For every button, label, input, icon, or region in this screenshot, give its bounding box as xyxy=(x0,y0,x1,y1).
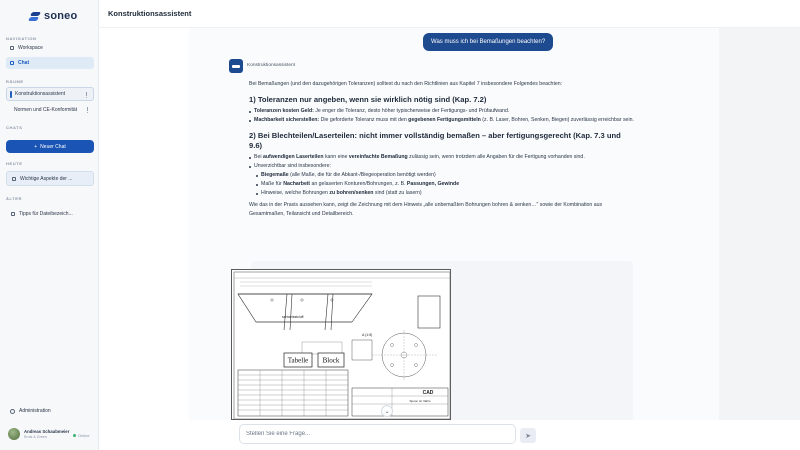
bullet-text: kann eine xyxy=(323,154,349,160)
answer-sub-bullet xyxy=(249,189,635,198)
bot-name: Konstruktionsassistent xyxy=(247,63,295,68)
brand-name: soneo xyxy=(44,10,78,22)
chat-icon xyxy=(12,177,16,181)
gear-icon xyxy=(10,409,15,414)
avatar xyxy=(8,428,20,440)
bullet-bold: vereinfachte Bemaßung xyxy=(348,154,408,160)
drawing-label-schweiss: schweisstcluff xyxy=(282,315,304,319)
chat-icon xyxy=(11,212,15,216)
assistant-answer xyxy=(249,80,635,219)
bullet-bold: Biegemaße xyxy=(261,172,289,178)
answer-outro: Wie das in der Praxis aussehen kann, zeigt die Zeichnung mit dem Hinweis „alle unbemaßten Bohrungen bohren & senken…" sowie der Kombination aus Gesamtmaßen, Teilansicht und Detailbereich. xyxy=(249,202,603,217)
more-vertical-icon[interactable] xyxy=(87,107,89,113)
room-item-label: Normen und CE-Konformität xyxy=(14,107,78,113)
today-label: HEUTE xyxy=(6,161,23,166)
bullet-text: (z. B. Laser, Bohren, Senken, Biegen) zuverlässig erreichbar sein. xyxy=(480,117,634,123)
brand-logo[interactable] xyxy=(29,10,77,22)
new-chat-button[interactable] xyxy=(6,140,94,153)
message-input[interactable] xyxy=(239,424,516,444)
more-vertical-icon[interactable] xyxy=(86,92,88,98)
grid-icon xyxy=(10,46,14,50)
bullet-bold: Passungen, Gewinde xyxy=(406,181,460,187)
administration-label: Administration xyxy=(19,408,51,414)
bullet-bold: Toleranzen kosten Geld: xyxy=(254,108,314,114)
answer-bullet xyxy=(249,162,635,171)
drawing-logo-text: CAD xyxy=(422,390,434,396)
bullet-dot-icon xyxy=(249,111,251,113)
bullet-text: (alle Maße, die für die Abkant-/Biegeoperation benötigt werden) xyxy=(288,172,436,178)
user-message: Was muss ich bei Bemaßungen beachten? xyxy=(423,33,553,51)
sidebar xyxy=(0,0,99,450)
bullet-text: Je enger die Toleranz, desto höher typischerweise der Fertigungs- und Prüfaufwand. xyxy=(313,108,510,114)
bullet-text: zulässig sein, wenn trotzdem alle Angaben für die Fertigung vorhanden sind. xyxy=(407,154,585,160)
answer-intro: Bei Bemaßungen (und den dazugehörigen Toleranzen) solltest du nach den Richtlinien aus Kapitel 7 insbesondere Folgendes beachten: xyxy=(249,81,563,87)
chat-item-label: Tipps für Dateibezeich... xyxy=(19,210,73,217)
drawing-label-section: A (1:5) xyxy=(362,333,373,337)
bullet-dot-icon xyxy=(256,184,258,186)
bullet-bold: Machbarkeit sicherstellen: xyxy=(254,117,320,123)
older-label: ÄLTER xyxy=(6,196,23,201)
sidebar-item-chat[interactable] xyxy=(6,57,94,69)
drawing-sheet-text: Spoon sir Vahrs xyxy=(409,399,431,403)
administration-link[interactable] xyxy=(10,408,51,414)
answer-heading-2: 2) Bei Blechteilen/Laserteilen: nicht immer vollständig bemaßen – aber fertigungsgerecht (Kap. 7.3 und 9.6) xyxy=(249,131,621,150)
answer-bullet xyxy=(249,116,635,125)
new-chat-label: Neuer Chat xyxy=(40,143,66,150)
bullet-bold: aufwendigen Laserteilen xyxy=(262,154,324,160)
bullet-text: Unverzichtbar sind insbesondere: xyxy=(254,163,331,169)
bullet-text: Maße für xyxy=(261,181,284,187)
send-icon: ➤ xyxy=(525,432,531,440)
sidebar-item-workspace[interactable] xyxy=(6,42,94,54)
bullet-text: sind (statt zu lasern) xyxy=(373,190,422,196)
soneo-logo-icon xyxy=(29,11,40,22)
answer-heading-1: 1) Toleranzen nur angeben, wenn sie wirklich nötig sind (Kap. 7.2) xyxy=(249,95,487,104)
technical-drawing-svg xyxy=(232,270,452,421)
bullet-dot-icon xyxy=(249,157,251,159)
online-status xyxy=(73,433,90,438)
sidebar-item-label: Workspace xyxy=(18,45,43,51)
room-item-label: Konstruktionsassistent xyxy=(15,91,66,97)
room-item-normen[interactable] xyxy=(6,103,94,117)
chats-label: CHATS xyxy=(6,125,23,130)
bullet-dot-icon xyxy=(256,193,258,195)
page-title: Konstruktionsassistent xyxy=(108,9,192,18)
bullet-text: Bei xyxy=(254,154,263,160)
bullet-dot-icon xyxy=(249,120,251,122)
sidebar-item-label: Chat xyxy=(18,60,30,66)
room-item-konstruktionsassistent[interactable] xyxy=(6,87,94,101)
chat-item-label: Wichtige Aspekte der ... xyxy=(20,175,73,182)
answer-bullet xyxy=(249,107,635,116)
drawing-label-block: Block xyxy=(322,356,340,365)
user-name: Andreas Schaubmeier xyxy=(24,429,70,434)
rooms-label: RÄUME xyxy=(6,79,24,84)
answer-bullet xyxy=(249,153,635,162)
right-panel xyxy=(719,28,800,420)
user-profile[interactable] xyxy=(8,428,69,440)
chevron-down-icon: ⌄ xyxy=(384,408,390,415)
online-dot-icon xyxy=(73,434,76,437)
chat-item[interactable] xyxy=(6,171,94,186)
bullet-dot-icon xyxy=(256,175,258,177)
bullet-text: Die geforderte Toleranz muss mit den xyxy=(319,117,409,123)
header xyxy=(99,0,800,28)
plus-icon: + xyxy=(34,143,38,150)
bullet-dot-icon xyxy=(249,166,251,168)
answer-sub-bullet xyxy=(249,180,635,189)
drawing-label-tabelle: Tabelle xyxy=(287,356,309,365)
chat-icon xyxy=(10,61,14,65)
bullet-text: an gelaserten Konturen/Bohrungen, z. B. xyxy=(310,181,407,187)
user-company: Ernst & Green xyxy=(24,435,47,439)
main-panel xyxy=(99,0,800,450)
bullet-bold: gegebenen Fertigungsmitteln xyxy=(408,117,481,123)
navigation-label: NAVIGATION xyxy=(6,36,37,41)
technical-drawing-image[interactable] xyxy=(231,269,451,420)
bullet-bold: Nacharbeit xyxy=(283,181,311,187)
answer-sub-bullet xyxy=(249,171,635,180)
bullet-bold: zu bohren/senken xyxy=(329,190,374,196)
chat-item[interactable] xyxy=(6,206,94,221)
send-button[interactable] xyxy=(520,428,536,443)
online-status-label: Online xyxy=(78,433,90,438)
bullet-text: Hinweise, welche Bohrungen xyxy=(261,190,330,196)
bot-avatar-icon xyxy=(229,59,243,73)
scroll-down-button[interactable] xyxy=(381,405,393,417)
